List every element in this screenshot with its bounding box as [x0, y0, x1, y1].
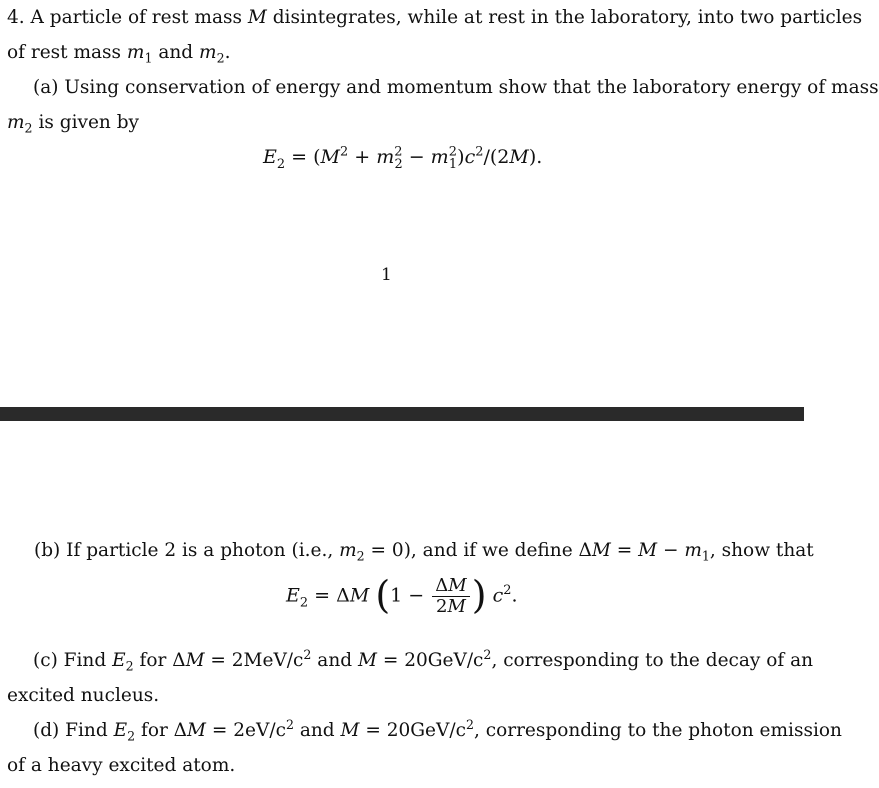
part-a-line-2: $m_2$ is given by — [7, 112, 139, 136]
problem-intro-line-1: 4. A particle of rest mass M disintegrates, while at rest in the laboratory, into two particles — [7, 7, 863, 28]
part-a-line-1: (a) Using conservation of energy and momentum show that the laboratory energy of mass — [33, 77, 879, 98]
equation-a: $E_2 = (M^2 + m^2_2 - m^2_1)c^2/(2M)$. — [263, 144, 543, 172]
problem-intro-line-2: of rest mass $m_1$ and $m_2$. — [7, 42, 231, 66]
part-c-line-1: (c) Find $E_2$ for $\Delta M = 2MeV/c^2$ and $M = 20GeV/c^2$, corresponding to the decay of an — [33, 646, 814, 674]
part-c-line-2: excited nucleus. — [7, 685, 160, 706]
part-d-line-2: of a heavy excited atom. — [7, 755, 236, 776]
page-2 — [0, 421, 842, 788]
part-b-line: (b) If particle 2 is a photon (i.e., $m_2 = 0$), and if we define $\Delta M = M - m_1$, show that — [34, 540, 814, 564]
equation-b: $E_2 = \Delta M$ (1 − $\frac{\Delta M}{2M}$ ) $c^2$. — [286, 572, 518, 617]
page-number: 1 — [381, 265, 392, 285]
part-d-line-1: (d) Find $E_2$ for $\Delta M = 2eV/c^2$ and $M = 20GeV/c^2$, corresponding to the photon emission — [33, 716, 842, 744]
page-divider — [0, 407, 804, 421]
